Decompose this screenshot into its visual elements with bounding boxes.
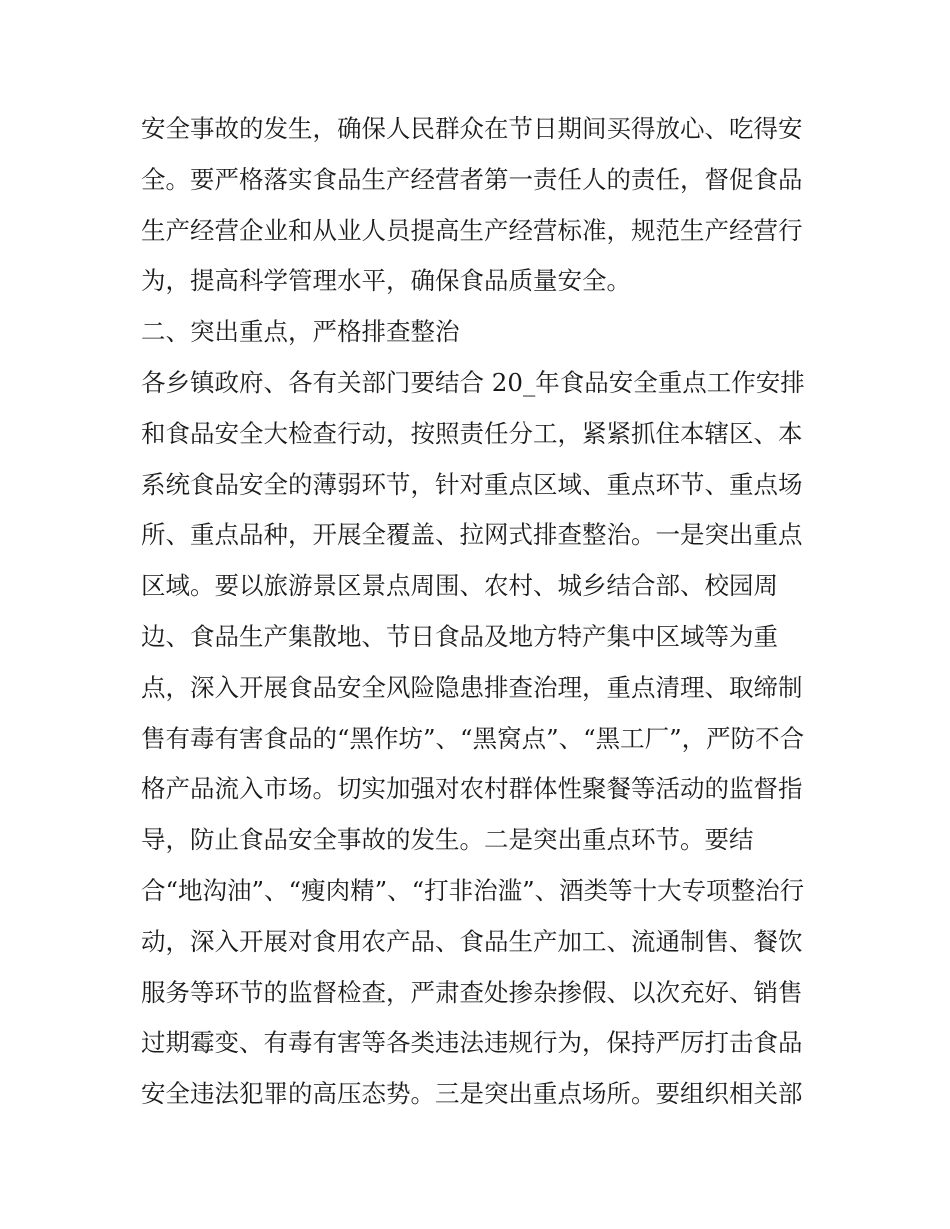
- section-heading: 二、突出重点，严格排查整治: [141, 317, 460, 347]
- text-line: 安全违法犯罪的高压态势。三是突出重点场所。要组织相关部: [141, 1079, 803, 1109]
- text-line: 边、食品生产集散地、节日食品及地方特产集中区域等为重: [141, 621, 778, 651]
- text-line: 系统食品安全的薄弱环节，针对重点区域、重点环节、重点场: [141, 469, 803, 499]
- text-line: 过期霉变、有毒有害等各类违法违规行为，保持严厉打击食品: [141, 1028, 803, 1058]
- document-body: [141, 104, 821, 1120]
- text-line: 各乡镇政府、各有关部门要结合 20_年食品安全重点工作安排: [141, 367, 805, 397]
- text-line: 格产品流入市场。切实加强对农村群体性聚餐等活动的监督指: [141, 774, 803, 804]
- text-line: 导，防止食品安全事故的发生。二是突出重点环节。要结: [141, 825, 754, 855]
- text-line: 为，提高科学管理水平，确保食品质量安全。: [141, 266, 631, 296]
- text-line: 和食品安全大检查行动，按照责任分工，紧紧抓住本辖区、本: [141, 418, 803, 448]
- text-line: 安全事故的发生，确保人民群众在节日期间买得放心、吃得安: [141, 114, 803, 143]
- text-line: 全。要严格落实食品生产经营者第一责任人的责任，督促食品: [141, 164, 803, 194]
- text-line: 动，深入开展对食用农产品、食品生产加工、流通制售、餐饮: [141, 926, 803, 956]
- text-line: 生产经营企业和从业人员提高生产经营标准，规范生产经营行: [141, 215, 803, 245]
- text-line: 售有毒有害食品的“黑作坊”、“黑窝点”、“黑工厂”，严防不合: [141, 723, 805, 753]
- text-line: 区域。要以旅游景区景点周围、农村、城乡结合部、校园周: [141, 571, 778, 601]
- text-line: 合“地沟油”、“瘦肉精”、“打非治滥”、酒类等十大专项整治行: [141, 875, 805, 905]
- text-line: 服务等环节的监督检查，严肃查处掺杂掺假、以次充好、销售: [141, 977, 803, 1007]
- text-line: 点，深入开展食品安全风险隐患排查治理，重点清理、取缔制: [141, 672, 803, 702]
- text-line: 所、重点品种，开展全覆盖、拉网式排查整治。一是突出重点: [141, 520, 803, 550]
